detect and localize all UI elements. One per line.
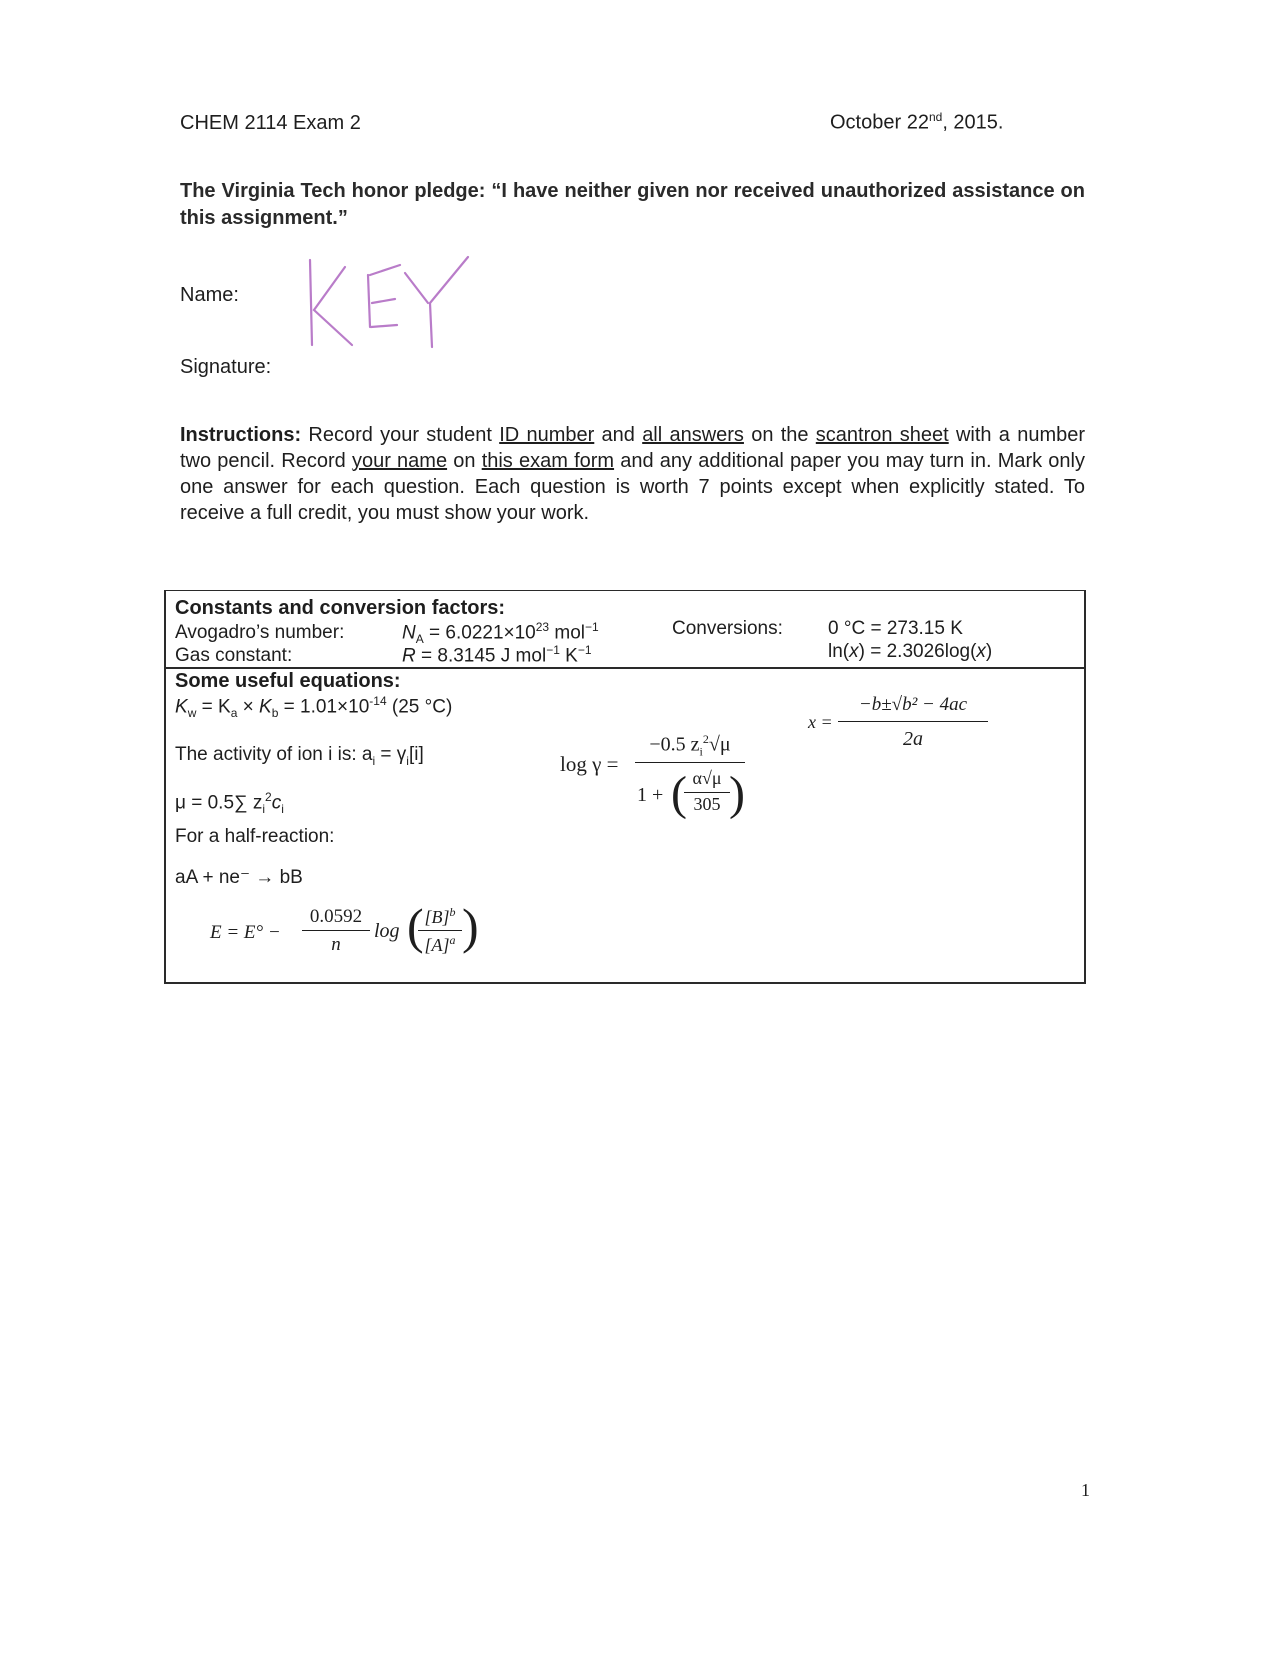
activity-equation: The activity of ion i is: $a_i = \gamma_i[i]$: [175, 744, 424, 768]
nernst-denominator: n: [331, 934, 341, 955]
kw-equation: $K_w = K_a \times K_b = 1.01\times 10^{-14}$ (25 °C): [175, 694, 453, 721]
nernst-inner-bar: [418, 930, 462, 931]
quadratic-denominator: 2a: [903, 728, 923, 750]
section-divider: [164, 667, 1086, 669]
course-title: CHEM 2114 Exam 2: [180, 112, 361, 134]
nernst-top: $[B]^b$: [424, 905, 456, 927]
debye-right-paren: ): [729, 767, 745, 820]
quadratic-lhs: x =: [808, 712, 833, 732]
handwritten-name: [300, 255, 475, 350]
avogadro-value: $N_A = 6.0221\times 10^{23}$ mol$^{-1}$: [402, 620, 599, 647]
debye-inner-bar: [684, 792, 730, 793]
quadratic-numerator: −b±√b² − 4ac: [858, 694, 968, 715]
gas-constant-label: Gas constant:: [175, 645, 293, 666]
conversion-ln: ln(x) = 2.3026log(x): [828, 641, 993, 662]
conversion-celsius: 0 °C = 273.15 K: [828, 618, 963, 639]
half-reaction-label: For a half-reaction:: [175, 826, 335, 847]
debye-inner-bottom: 305: [693, 794, 721, 814]
ionic-strength-equation: μ = 0.5∑ $z_i^2c_i$: [175, 790, 284, 817]
debye-numerator: −0.5 $z_i^2√\mu$: [649, 732, 731, 759]
debye-inner-top: α√μ: [692, 768, 722, 788]
name-label: Name:: [180, 284, 239, 306]
debye-denominator-prefix: 1 +: [637, 784, 664, 806]
honor-pledge: The Virginia Tech honor pledge: “I have neither given nor received unauthorized assistance on this assignment.”: [180, 180, 1085, 229]
equations-heading: Some useful equations:: [175, 670, 401, 692]
quadratic-fraction-bar: [838, 721, 988, 722]
nernst-left-paren: (: [407, 898, 424, 954]
half-reaction-equation: aA + ne⁻ → bB: [175, 867, 303, 888]
avogadro-label: Avogadro’s number:: [175, 622, 345, 643]
nernst-log: log: [374, 920, 400, 942]
constants-heading: Constants and conversion factors:: [175, 597, 506, 619]
nernst-bottom: $[A]^a$: [424, 933, 456, 955]
nernst-numerator: 0.0592: [309, 906, 363, 927]
gas-constant-value: R = 8.3145 J mol$^{-1}$ $K^{-1}$: [402, 643, 592, 667]
nernst-fraction-bar: [302, 930, 370, 931]
nernst-right-paren: ): [462, 898, 479, 954]
debye-lhs: log γ =: [560, 752, 619, 776]
debye-fraction-bar: [635, 762, 745, 763]
page-number: 1: [1081, 1480, 1090, 1500]
instructions: Instructions: Record your student ID number and all answers on the scantron sheet with a number two pencil. Record your name on this exam form and any additional paper you may turn in. Mark only one answer for each question. Each question is worth 7 points except when explicitly stated. To receive a full credit, you must show your work.: [180, 424, 1086, 524]
conversions-label: Conversions:: [672, 618, 783, 639]
nernst-lhs: E = E° −: [210, 922, 281, 943]
debye-left-paren: (: [671, 767, 687, 820]
exam-date: October 22nd, 2015.: [830, 110, 1004, 134]
signature-label: Signature:: [180, 356, 272, 378]
